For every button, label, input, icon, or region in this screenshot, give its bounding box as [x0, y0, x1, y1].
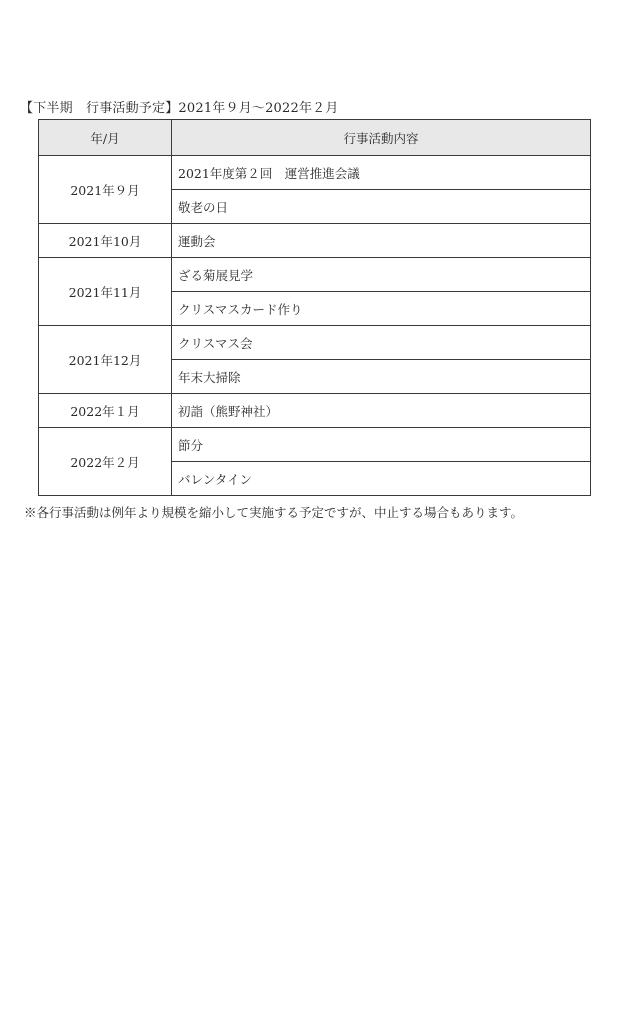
heading-label: 【下半期 行事活動予定】 [20, 101, 179, 116]
table-row [39, 394, 591, 428]
table-row [39, 326, 591, 360]
activity-cell: クリスマスカード作り [172, 292, 591, 326]
header-activity: 行事活動内容 [172, 120, 591, 156]
table-row [39, 428, 591, 462]
schedule-table [38, 119, 591, 496]
activity-cell: バレンタイン [172, 462, 591, 496]
month-cell: 2021年12月 [39, 326, 172, 394]
activity-cell: ざる菊展見学 [172, 258, 591, 292]
month-cell: 2021年10月 [39, 224, 172, 258]
page-heading [20, 97, 339, 116]
activity-cell: 節分 [172, 428, 591, 462]
activity-cell: 2021年度第２回 運営推進会議 [172, 156, 591, 190]
month-cell: 2022年２月 [39, 428, 172, 496]
activity-cell: クリスマス会 [172, 326, 591, 360]
table-row [39, 156, 591, 190]
table-header-row [39, 120, 591, 156]
month-cell: 2021年11月 [39, 258, 172, 326]
footnote: ※各行事活動は例年より規模を縮小して実施する予定ですが、中止する場合もあります。 [24, 505, 524, 520]
header-month: 年/月 [39, 120, 172, 156]
activity-cell: 敬老の日 [172, 190, 591, 224]
activity-cell: 運動会 [172, 224, 591, 258]
heading-period: 2021年９月～2022年２月 [178, 101, 339, 116]
month-cell: 2021年９月 [39, 156, 172, 224]
activity-cell: 年末大掃除 [172, 360, 591, 394]
activity-cell: 初詣（熊野神社） [172, 394, 591, 428]
month-cell: 2022年１月 [39, 394, 172, 428]
table-row [39, 224, 591, 258]
table-row [39, 258, 591, 292]
